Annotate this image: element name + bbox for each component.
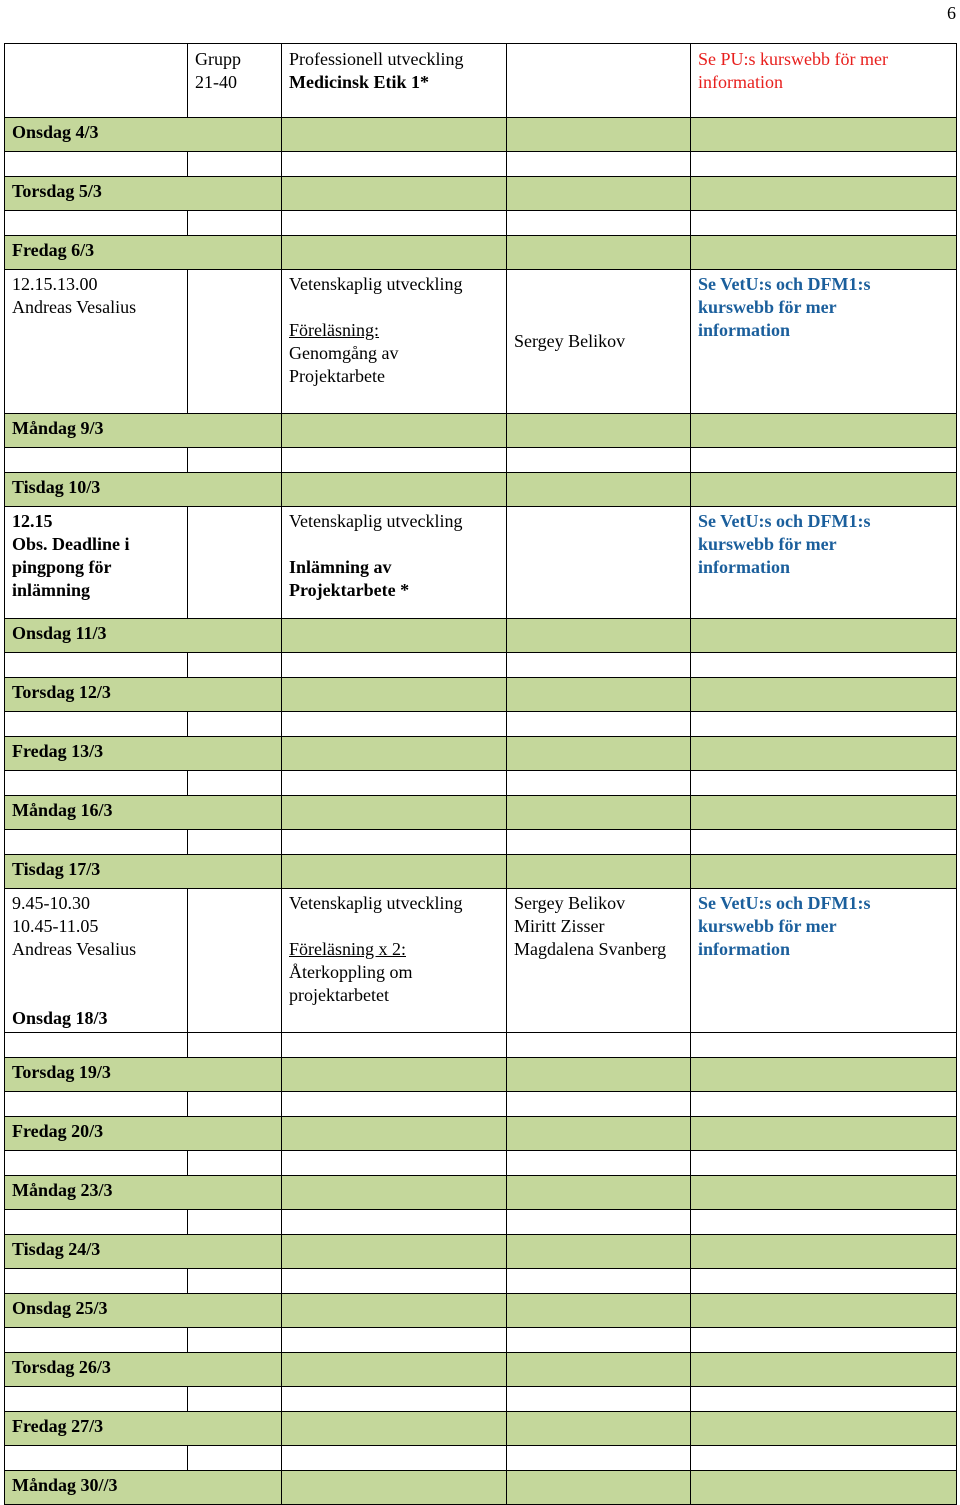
page-number: 6 [947, 3, 956, 23]
group-range: 21-40 [195, 72, 237, 92]
group-cell [188, 44, 282, 118]
spacer-row [5, 1387, 957, 1412]
group-label: Grupp [195, 49, 241, 69]
schedule-table [4, 43, 957, 1505]
pu-info-line2: information [698, 72, 783, 92]
event-row [5, 889, 957, 1033]
event-info-cell [691, 889, 957, 1033]
event-desc: Inlämning av [289, 557, 392, 577]
pu-info-line1: Se PU:s kurswebb för mer [698, 49, 888, 69]
day-row [5, 236, 957, 270]
spacer-row [5, 152, 957, 177]
spacer-row [5, 712, 957, 737]
day-label: Onsdag 4/3 [5, 118, 282, 152]
teacher-name: Sergey Belikov [514, 331, 626, 351]
info-line: kurswebb för mer [698, 297, 837, 317]
day-row [5, 619, 957, 653]
header-empty-cell [5, 44, 188, 118]
day-label: Måndag 23/3 [5, 1176, 282, 1210]
event-title-cell [282, 270, 507, 414]
day-label: Onsdag 11/3 [5, 619, 282, 653]
day-label: Tisdag 10/3 [5, 473, 282, 507]
event-teacher-cell [507, 270, 691, 414]
course-cell [282, 44, 507, 118]
spacer-row [5, 1033, 957, 1058]
day-label: Torsdag 12/3 [5, 678, 282, 712]
info-line: information [698, 939, 790, 959]
day-row [5, 1235, 957, 1269]
event-desc: Projektarbete * [289, 580, 410, 600]
event-desc: Projektarbete [289, 366, 385, 386]
info-line: information [698, 557, 790, 577]
day-row [5, 678, 957, 712]
event-type: Föreläsning x 2: [289, 939, 406, 959]
day-label: Torsdag 19/3 [5, 1058, 282, 1092]
day-row [5, 473, 957, 507]
day-label: Onsdag 18/3 [12, 1008, 108, 1028]
event-title: Vetenskaplig utveckling [289, 511, 463, 531]
day-label: Tisdag 24/3 [5, 1235, 282, 1269]
spacer-row [5, 1210, 957, 1235]
event-time-cell [5, 507, 188, 619]
day-label: Måndag 16/3 [5, 796, 282, 830]
day-row [5, 737, 957, 771]
day-label: Fredag 6/3 [5, 236, 282, 270]
day-label: Fredag 20/3 [5, 1117, 282, 1151]
spacer-row [5, 1328, 957, 1353]
day-label: Tisdag 17/3 [5, 855, 282, 889]
info-line: kurswebb för mer [698, 916, 837, 936]
event-title: Vetenskaplig utveckling [289, 893, 463, 913]
day-row [5, 1058, 957, 1092]
event-desc: Återkoppling om [289, 962, 413, 982]
day-label: Måndag 9/3 [5, 414, 282, 448]
event-time: 12.15 [12, 511, 53, 531]
day-row [5, 1353, 957, 1387]
day-row [5, 1117, 957, 1151]
event-place: Andreas Vesalius [12, 297, 137, 317]
event-type: Föreläsning: [289, 320, 379, 340]
teacher-name: Sergey Belikov [514, 893, 626, 913]
day-row [5, 1294, 957, 1328]
day-row [5, 1471, 957, 1505]
header-row [5, 44, 957, 118]
event-time: 12.15.13.00 [12, 274, 98, 294]
event-desc: Genomgång av [289, 343, 399, 363]
header-teacher-cell [507, 44, 691, 118]
course-name: Professionell utveckling [289, 49, 464, 69]
spacer-row [5, 1446, 957, 1471]
event-row [5, 270, 957, 414]
spacer-row [5, 448, 957, 473]
day-row [5, 855, 957, 889]
spacer-row [5, 771, 957, 796]
day-label: Fredag 13/3 [5, 737, 282, 771]
day-row [5, 796, 957, 830]
spacer-row [5, 830, 957, 855]
info-line: kurswebb för mer [698, 534, 837, 554]
info-line: Se VetU:s och DFM1:s [698, 511, 871, 531]
day-label: Onsdag 25/3 [5, 1294, 282, 1328]
info-line: Se VetU:s och DFM1:s [698, 893, 871, 913]
event-time-cell [5, 270, 188, 414]
event-row [5, 507, 957, 619]
spacer-row [5, 1092, 957, 1117]
day-row [5, 177, 957, 211]
day-label: Torsdag 26/3 [5, 1353, 282, 1387]
spacer-row [5, 653, 957, 678]
deadline-note: pingpong för [12, 557, 112, 577]
day-label: Fredag 27/3 [5, 1412, 282, 1446]
event-time-cell [5, 889, 188, 1033]
day-row [5, 414, 957, 448]
teacher-name: Magdalena Svanberg [514, 939, 667, 959]
teacher-name: Miritt Zisser [514, 916, 605, 936]
info-line: Se VetU:s och DFM1:s [698, 274, 871, 294]
event-desc: projektarbetet [289, 985, 389, 1005]
day-label: Måndag 30//3 [5, 1471, 282, 1505]
deadline-note: inlämning [12, 580, 91, 600]
event-title-cell [282, 507, 507, 619]
event-title-cell [282, 889, 507, 1033]
event-time: 9.45-10.30 [12, 893, 90, 913]
info-line: information [698, 320, 790, 340]
event-time: 10.45-11.05 [12, 916, 99, 936]
spacer-row [5, 211, 957, 236]
event-teacher-cell [507, 889, 691, 1033]
day-row [5, 1176, 957, 1210]
spacer-row [5, 1151, 957, 1176]
course-module: Medicinsk Etik 1* [289, 72, 430, 92]
event-title: Vetenskaplig utveckling [289, 274, 463, 294]
event-info-cell [691, 270, 957, 414]
day-label: Torsdag 5/3 [5, 177, 282, 211]
event-info-cell [691, 507, 957, 619]
day-row [5, 1412, 957, 1446]
spacer-row [5, 1269, 957, 1294]
header-info-cell [691, 44, 957, 118]
event-place: Andreas Vesalius [12, 939, 137, 959]
deadline-note: Obs. Deadline i [12, 534, 130, 554]
day-row [5, 118, 957, 152]
